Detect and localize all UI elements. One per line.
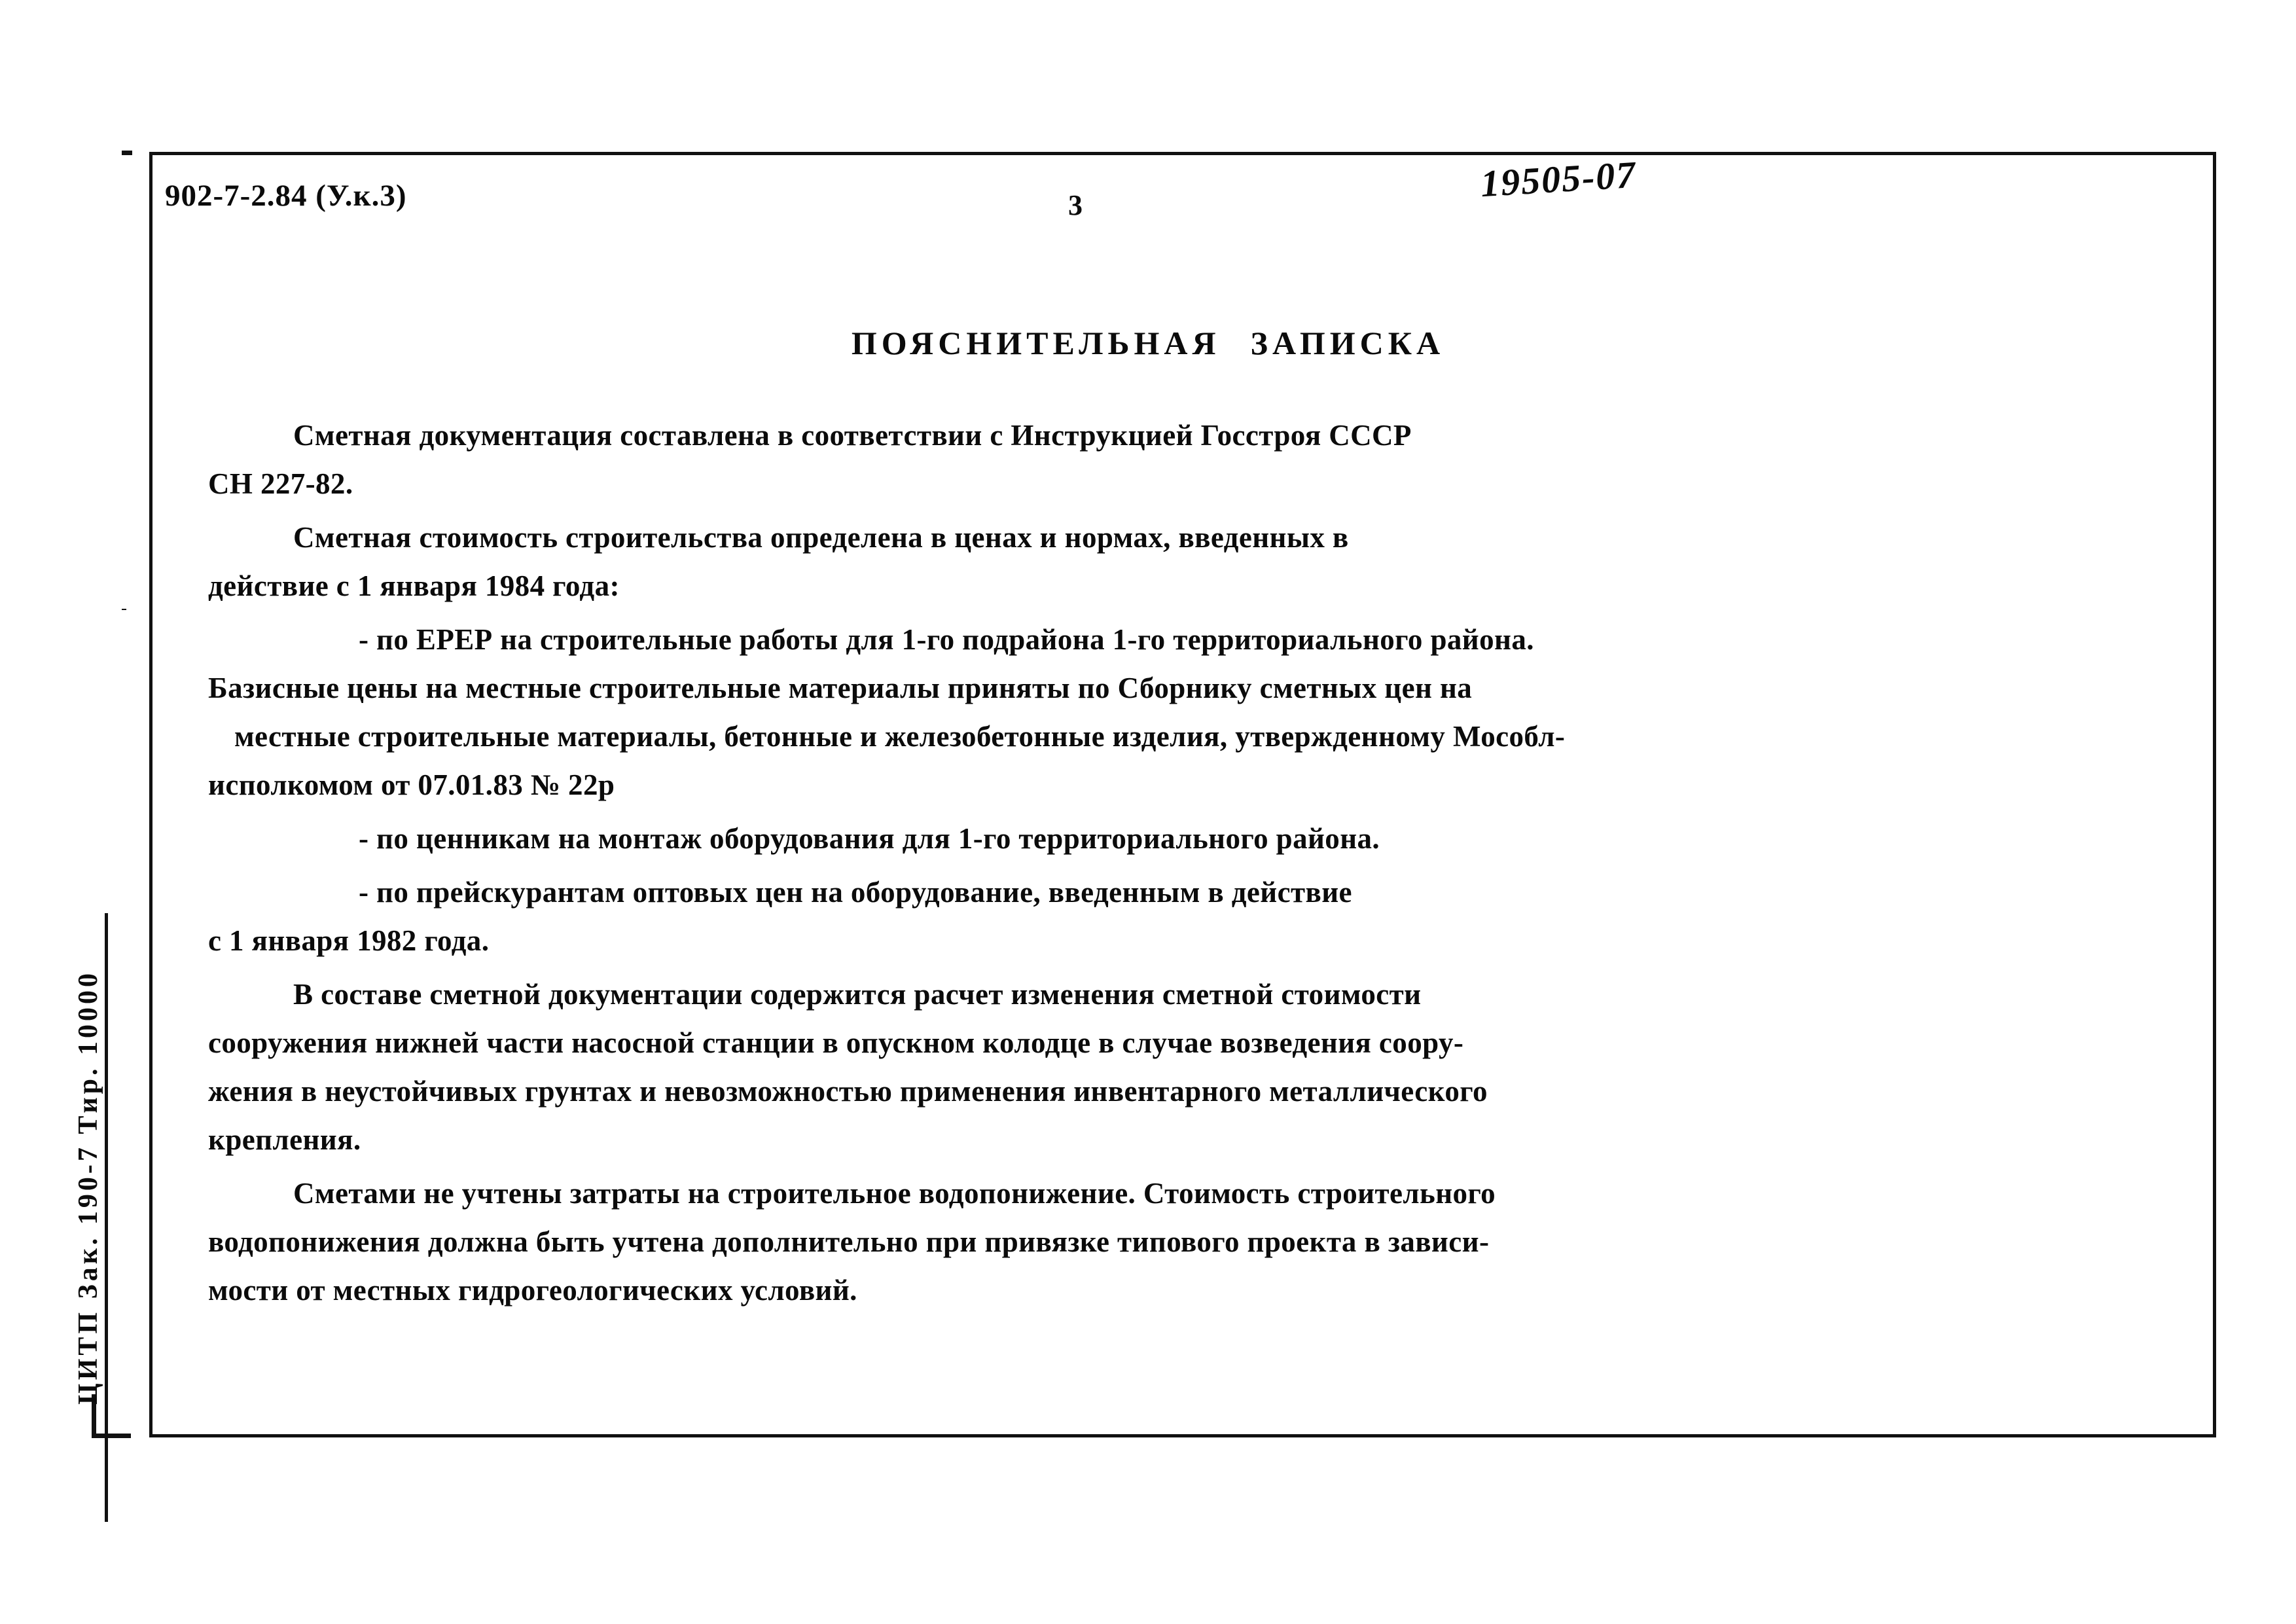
page-title-part2: ЗАПИСКА bbox=[1250, 325, 1445, 361]
handwritten-archive-number: 19505-07 bbox=[1479, 153, 1638, 206]
paragraph-5-line-2: с 1 января 1982 года. bbox=[208, 924, 490, 957]
paragraph-1-line-1: Сметная документация составлена в соответствии с Инструкцией Госстроя СССР bbox=[293, 419, 1412, 452]
paragraph-5-line-1: - по прейскурантам оптовых цен на оборудование, введенным в действие bbox=[359, 876, 1352, 909]
paragraph-6 bbox=[208, 970, 1884, 1164]
document-code: 902-7-2.84 (У.к.3) bbox=[165, 179, 407, 213]
paragraph-7-line-1: Сметами не учтены затраты на строительное водопонижение. Стоимость строительного bbox=[293, 1177, 1496, 1210]
paragraph-2 bbox=[208, 513, 1884, 610]
paragraph-1-line-2: СН 227-82. bbox=[208, 467, 353, 500]
paragraph-3-line-3: местные строительные материалы, бетонные и железобетонные изделия, утвержденному Мособл- bbox=[234, 720, 1566, 753]
page-title bbox=[0, 324, 2296, 362]
paragraph-4 bbox=[208, 814, 1884, 863]
paragraph-6-line-3: жения в неустойчивых грунтах и невозможностью применения инвентарного металлического bbox=[208, 1075, 1488, 1108]
paragraph-6-line-1: В составе сметной документации содержится расчет изменения сметной стоимости bbox=[293, 978, 1422, 1011]
paragraph-7 bbox=[208, 1169, 1884, 1314]
paragraph-2-line-1: Сметная стоимость строительства определена в ценах и нормах, введенных в bbox=[293, 521, 1349, 554]
document-body bbox=[208, 411, 1884, 1320]
registration-tick-middle-left bbox=[122, 609, 126, 610]
paragraph-6-line-4: крепления. bbox=[208, 1123, 361, 1156]
paragraph-3-line-4: исполкомом от 07.01.83 № 22р bbox=[208, 768, 615, 801]
page-title-part1: ПОЯСНИТЕЛЬНАЯ bbox=[851, 325, 1221, 361]
paragraph-3-line-1: - по ЕРЕР на строительные работы для 1-го подрайона 1-го территориального района. bbox=[359, 623, 1534, 656]
paragraph-7-line-2: водопонижения должна быть учтена дополнительно при привязке типового проекта в зависи- bbox=[208, 1225, 1490, 1258]
paragraph-5 bbox=[208, 868, 1884, 965]
paragraph-1 bbox=[208, 411, 1884, 508]
paragraph-4-line-1: - по ценникам на монтаж оборудования для 1-го территориального района. bbox=[359, 822, 1380, 855]
paragraph-3 bbox=[208, 615, 1884, 809]
registration-tick-top-left bbox=[122, 151, 132, 155]
page-number: 3 bbox=[1068, 189, 1083, 221]
paragraph-3-line-2: Базисные цены на местные строительные материалы приняты по Сборнику сметных цен на bbox=[208, 672, 1473, 704]
paragraph-2-line-2: действие с 1 января 1984 года: bbox=[208, 569, 620, 602]
printer-imprint: ЦИТП Зак. 190-7 Тир. 10000 bbox=[73, 970, 103, 1405]
paragraph-6-line-2: сооружения нижней части насосной станции в опускном колодце в случае возведения соору- bbox=[208, 1026, 1464, 1059]
paragraph-7-line-3: мости от местных гидрогеологических условий. bbox=[208, 1274, 857, 1307]
imprint-separator-rule bbox=[105, 913, 108, 1522]
